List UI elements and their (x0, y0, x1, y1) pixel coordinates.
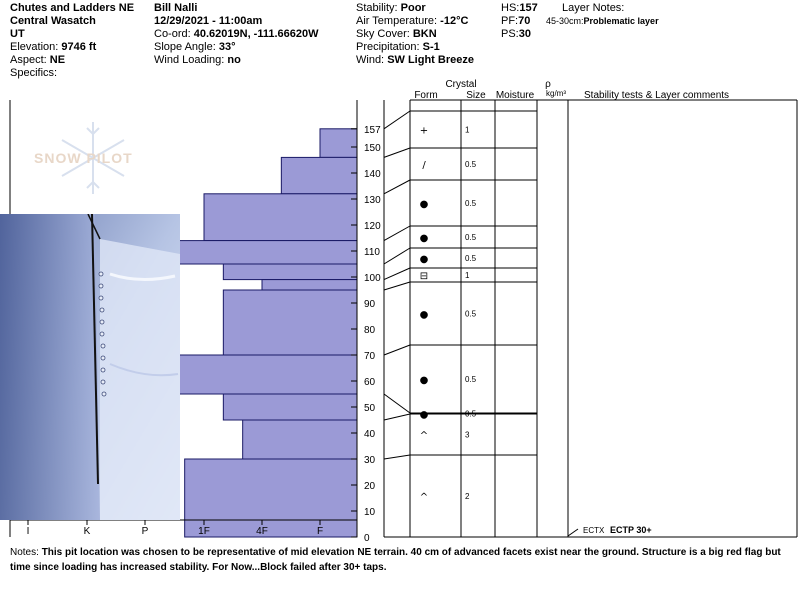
elevation: Elevation: 9746 ft (10, 41, 97, 53)
coordinates: Co-ord: 40.62019N, -111.66620W (154, 28, 319, 40)
height-tick-label: 60 (364, 377, 376, 388)
column-header-crystal: Crystal (445, 79, 477, 90)
hardness-tick-label: K (83, 526, 91, 537)
layer-connector (384, 248, 410, 264)
layer-connector (384, 455, 410, 459)
layer-connector (384, 226, 410, 241)
height-tick-label: 80 (364, 325, 376, 336)
grain-size-value: 1 (465, 125, 470, 135)
grain-form-symbol: / (422, 160, 426, 171)
height-tick-label: 130 (364, 195, 381, 206)
height-tick-label: 40 (364, 429, 376, 440)
hardness-tick-label: 4F (256, 526, 268, 537)
grain-size-value: 0.5 (465, 199, 477, 208)
grain-form-symbol: + (419, 125, 429, 137)
grain-size-value: 0.5 (465, 409, 477, 419)
hardness-bar (281, 157, 357, 193)
layer-notes-label: Layer Notes: (562, 2, 625, 14)
grain-form-symbol: ^ (419, 492, 429, 503)
layer-connector (384, 111, 410, 129)
height-tick-label: 120 (364, 221, 381, 232)
height-tick-label: 50 (364, 403, 376, 414)
wind: Wind: SW Light Breeze (356, 54, 474, 66)
layer-connector (384, 180, 410, 194)
observer: Bill Nalli (154, 2, 198, 14)
grain-form-symbol: ● (419, 233, 429, 244)
snow-depth-hs: HS:157 (501, 2, 538, 14)
grain-form-symbol: ^ (419, 430, 429, 442)
precipitation: Precipitation: S-1 (356, 41, 440, 53)
hardness-bar (204, 194, 357, 241)
height-tick-label: 20 (364, 481, 376, 492)
height-tick-label: 140 (364, 169, 381, 180)
aspect: Aspect: NE (10, 54, 66, 66)
notes: Notes: This pit location was chosen to be representative of mid elevation NE terrain. 40 cm of advanced facets exist near the ground. Structure is a big red flag but time since loading has increased stability. For Now...Block failed after 30+ taps. (10, 547, 781, 573)
pit-photo (0, 214, 180, 520)
location-name: Chutes and Ladders NE (10, 2, 135, 14)
hardness-tick-label: 1F (198, 526, 210, 537)
hardness-bar (262, 280, 357, 290)
height-tick-label: 0 (364, 533, 370, 544)
layer-connector (384, 345, 410, 355)
column-header-moisture: Moisture (495, 90, 535, 101)
layer-connector (384, 282, 410, 290)
specifics: Specifics: (10, 67, 58, 79)
grain-form-symbol: ● (419, 254, 429, 265)
grain-size-value: 0.5 (465, 233, 477, 242)
stability-test-pointer (568, 529, 578, 536)
hardness-bar (223, 264, 357, 280)
height-tick-label: 30 (364, 455, 376, 466)
column-header-rho: ρ (545, 79, 551, 90)
stability-test-result: ECTP 30+ (610, 525, 652, 535)
grain-size-value: 1 (465, 271, 470, 280)
grain-size-value: 0.5 (465, 375, 477, 384)
hardness-bar (185, 459, 357, 537)
layer-connector (384, 394, 410, 413)
mountain-range: Central Wasatch (10, 15, 96, 27)
air-temperature: Air Temperature: -12°C (356, 15, 469, 27)
layer-connector (384, 414, 410, 420)
column-header-density_unit: kg/m³ (546, 89, 566, 98)
layer-connector (384, 268, 410, 280)
hardness-bar (243, 420, 357, 459)
date-time: 12/29/2021 - 11:00am (154, 15, 263, 27)
hardness-bar (223, 394, 357, 420)
hardness-tick-label: F (316, 526, 324, 537)
slope-angle: Slope Angle: 33° (154, 41, 236, 53)
height-tick-label: 100 (364, 273, 381, 284)
height-tick-label: 110 (364, 247, 380, 258)
penetration-pf: PF:70 (501, 15, 531, 27)
height-tick-label: 150 (364, 143, 381, 154)
grain-form-symbol: ● (419, 199, 429, 210)
stability: Stability: Poor (356, 2, 426, 14)
column-header-size: Size (466, 90, 486, 101)
layer-note: 45-30cm:Problematic layer (546, 16, 659, 26)
grain-form-symbol: ⊟ (419, 271, 429, 282)
grain-size-value: 0.5 (465, 309, 477, 319)
wind-loading: Wind Loading: no (154, 54, 241, 66)
column-header-form: Form (414, 90, 438, 101)
state: UT (10, 28, 25, 40)
hardness-tick-label: I (26, 526, 30, 537)
height-tick-label: 10 (364, 507, 376, 518)
hardness-bar (223, 290, 357, 355)
hardness-bar (320, 129, 357, 158)
column-header-stability: Stability tests & Layer comments (584, 90, 730, 101)
snow-pilot-logo: SNOW PILOT (34, 150, 133, 166)
layer-connector (384, 148, 410, 157)
layer-table (384, 79, 797, 537)
grain-size-value: 3 (465, 430, 470, 440)
height-tick-label: 90 (364, 299, 376, 310)
grain-form-symbol: ● (419, 409, 429, 421)
penetration-ps: PS:30 (501, 28, 531, 40)
height-tick-label: 70 (364, 351, 376, 362)
height-tick-label: 157 (364, 124, 381, 136)
grain-size-value: 2 (465, 492, 470, 501)
grain-size-value: 0.5 (465, 254, 477, 263)
grain-form-symbol: ● (419, 309, 429, 321)
grain-form-symbol: ● (419, 375, 429, 386)
grain-size-value: 0.5 (465, 160, 477, 169)
sky-cover: Sky Cover: BKN (356, 28, 437, 40)
hardness-tick-label: P (141, 526, 149, 537)
stability-test-code: ECTX (583, 526, 605, 535)
